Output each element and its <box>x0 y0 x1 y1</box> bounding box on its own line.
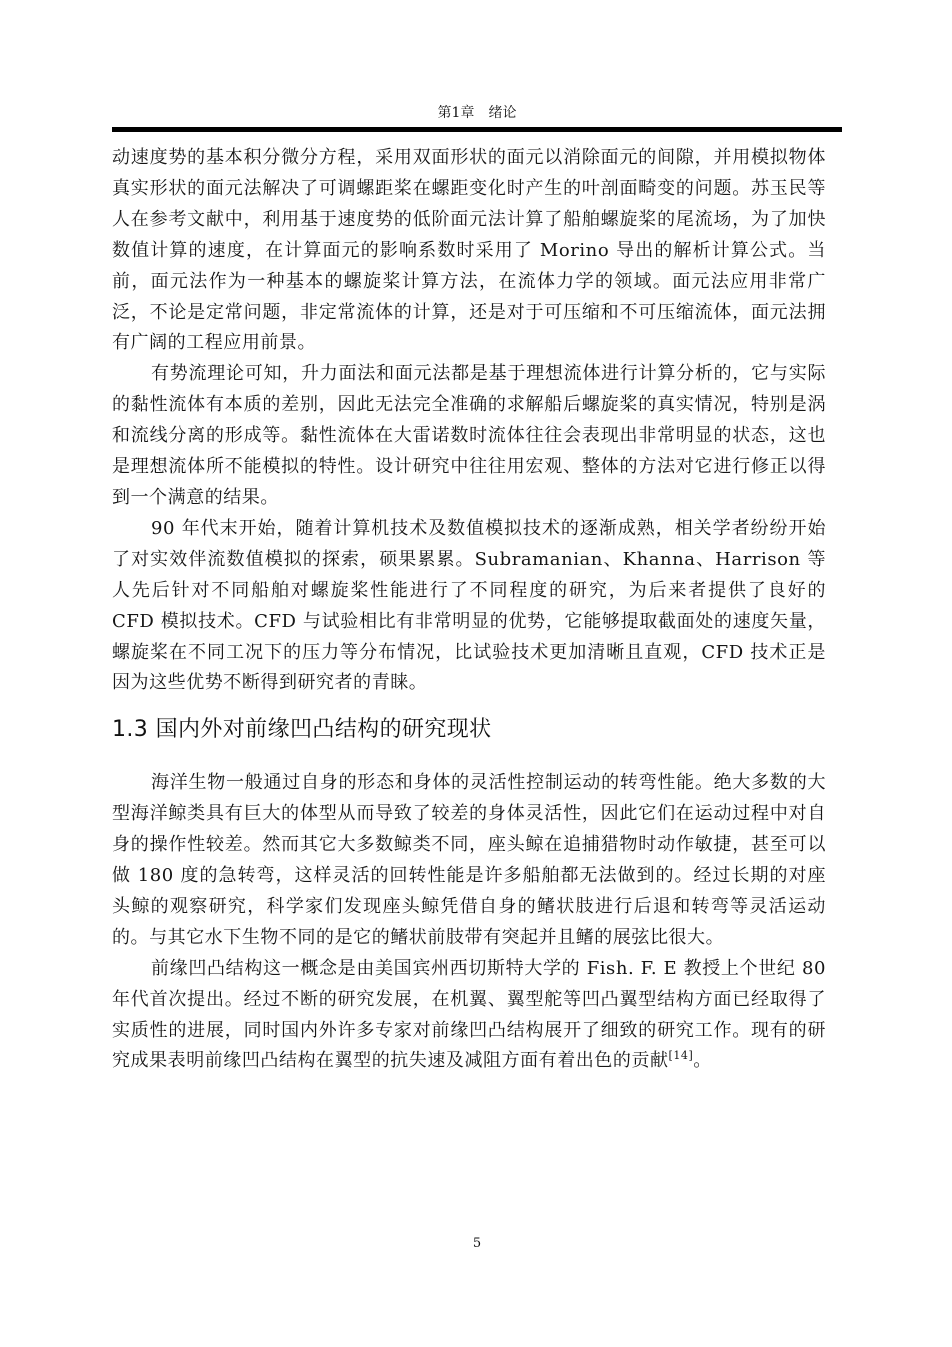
paragraph-leading-edge-text: 前缘凹凸结构这一概念是由美国宾州西切斯特大学的 Fish. F. E 教授上个世纪 80 年代首次提出。经过不断的研究发展，在机翼、翼型舵等凹凸翼型结构方面已经取得了实质性的进展，同时国内外许多专家对前缘凹凸结构展开了细致的研究工作。现有的研究成果表明前缘凹凸结构在翼型的抗失速及减阻方面有着出色的贡献 <box>112 957 826 1072</box>
page-number: 5 <box>472 1236 482 1251</box>
paragraph-continued: 动速度势的基本积分微分方程，采用双面形状的面元以消除面元的间隙，并用模拟物体真实形状的面元法解决了可调螺距桨在螺距变化时产生的叶剖面畸变的问题。苏玉民等人在参考文献中，利用基于速度势的低阶面元法计算了船舶螺旋桨的尾流场，为了加快数值计算的速度，在计算面元的影响系数时采用了 Morino 导出的解析计算公式。当前，面元法作为一种基本的螺旋桨计算方法，在流体力学的领域。面元法应用非常广泛，不论是定常问题，非定常流体的计算，还是对于可压缩和不可压缩流体，面元法拥有广阔的工程应用前景。 <box>112 147 826 354</box>
running-header: 第1章 绪论 <box>437 105 517 121</box>
section-heading: 1.3 国内外对前缘凹凸结构的研究现状 <box>112 717 492 743</box>
body-text <box>112 143 826 1077</box>
paragraph-humpback-whale: 海洋生物一般通过自身的形态和身体的灵活性控制运动的转弯性能。绝大多数的大型海洋鲸类具有巨大的体型从而导致了较差的身体灵活性，因此它们在运动过程中对自身的操作性较差。然而其它大多数鲸类不同，座头鲸在追捕猎物时动作敏捷，甚至可以做 180 度的急转弯，这样灵活的回转性能是许多船舶都无法做到的。经过长期的对座头鲸的观察研究，科学家们发现座头鲸凭借自身的鳍状肢进行后退和转弯等灵活运动的。与其它水下生物不同的是它的鳍状前肢带有突起并且鳍的展弦比很大。 <box>112 772 826 948</box>
paragraph-cfd: 90 年代末开始，随着计算机技术及数值模拟技术的逐渐成熟，相关学者纷纷开始了对实效伴流数值模拟的探索，硕果累累。Subramanian、Khanna、Harrison 等人先后针对不同船舶对螺旋桨性能进行了不同程度的研究，为后来者提供了良好的 CFD 模拟技术。CFD 与试验相比有非常明显的优势，它能够提取截面处的速度矢量，螺旋桨在不同工况下的压力等分布情况，比试验技术更加清晰且直观，CFD 技术正是因为这些优势不断得到研究者的青睐。 <box>112 517 826 694</box>
paragraph-potential-flow: 有势流理论可知，升力面法和面元法都是基于理想流体进行计算分析的，它与实际的黏性流体有本质的差别，因此无法完全准确的求解船后螺旋桨的真实情况，特别是涡和流线分离的形成等。黏性流体在大雷诺数时流体往往会表现出非常明显的状态，这也是理想流体所不能模拟的特性。设计研究中往往用宏观、整体的方法对它进行修正以得到一个满意的结果。 <box>112 363 826 508</box>
paragraph-leading-edge <box>112 954 826 1078</box>
citation-reference[interactable]: [14] <box>668 1049 694 1063</box>
paragraph-end-punctuation: 。 <box>693 1050 712 1072</box>
header-rule <box>112 127 842 132</box>
